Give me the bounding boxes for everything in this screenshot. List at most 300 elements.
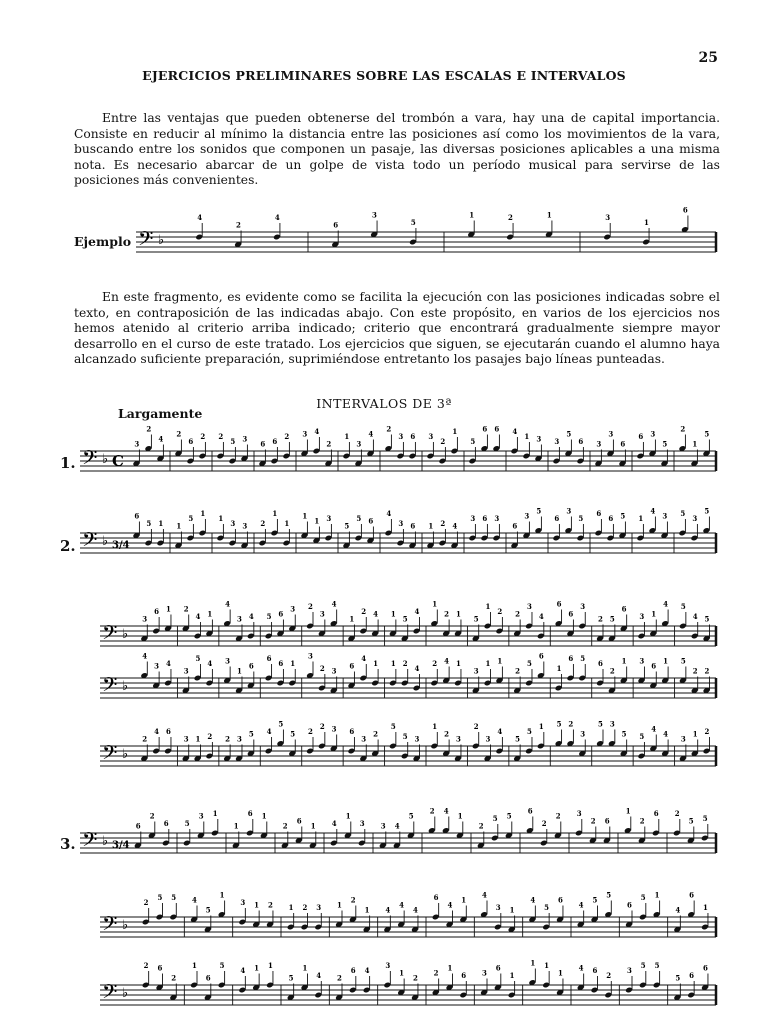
position-number: 6 <box>556 601 562 609</box>
position-number: 6 <box>368 516 374 526</box>
flat-icon: ♭ <box>122 627 129 642</box>
position-number: 5 <box>704 429 710 439</box>
position-number: 6 <box>350 966 356 975</box>
bass-clef-icon: 𝄢 <box>82 446 98 474</box>
position-number: 3 <box>236 614 242 624</box>
staff-2-cont-c <box>0 721 768 781</box>
section-title: INTERVALOS DE 3ª <box>316 396 452 411</box>
time-signature: C <box>112 452 124 470</box>
position-number: 1 <box>399 968 405 978</box>
position-number: 6 <box>154 607 159 616</box>
position-number: 6 <box>278 659 284 668</box>
position-number: 5 <box>654 961 660 970</box>
position-number: 1 <box>702 903 708 912</box>
position-number: 6 <box>592 966 598 975</box>
position-number: 2 <box>319 664 325 673</box>
position-number: 2 <box>473 722 479 731</box>
position-number: 5 <box>592 895 598 905</box>
position-number: 3 <box>316 903 322 912</box>
position-number: 3 <box>134 439 140 449</box>
position-number: 3 <box>319 609 325 619</box>
bass-clef-icon: 𝄢 <box>82 528 98 556</box>
position-number: 3 <box>662 511 668 521</box>
position-number: 3 <box>331 724 337 734</box>
position-number: 2 <box>308 727 313 736</box>
position-number: 5 <box>344 521 350 531</box>
position-number: 2 <box>267 900 273 910</box>
flat-icon: ♭ <box>122 747 129 762</box>
staff-example <box>0 207 768 267</box>
position-number: 3 <box>580 729 586 739</box>
position-number: 4 <box>240 966 246 975</box>
position-number: 2 <box>478 821 484 831</box>
position-number: 6 <box>433 893 439 902</box>
position-number: 5 <box>566 429 572 439</box>
position-number: 3 <box>240 898 246 907</box>
position-number: 1 <box>236 666 242 676</box>
position-number: 1 <box>158 519 164 528</box>
position-number: 2 <box>497 607 503 616</box>
position-number: 5 <box>704 508 710 516</box>
position-number: 6 <box>278 609 284 619</box>
position-number: 5 <box>473 614 479 624</box>
position-number: 1 <box>524 432 530 441</box>
position-number: 3 <box>485 734 491 744</box>
position-number: 5 <box>157 893 163 902</box>
position-number: 2 <box>319 722 325 731</box>
position-number: 1 <box>432 722 438 731</box>
position-number: 1 <box>644 218 649 227</box>
position-number: 5 <box>171 893 177 902</box>
position-number: 3 <box>361 734 367 744</box>
position-number: 2 <box>402 659 408 668</box>
position-number: 2 <box>590 816 596 826</box>
position-number: 4 <box>452 521 458 531</box>
position-number: 5 <box>410 218 416 227</box>
position-number: 5 <box>606 892 612 900</box>
position-number: 6 <box>682 207 688 215</box>
position-number: 1 <box>447 963 453 973</box>
position-number: 2 <box>260 519 266 528</box>
position-number: 4 <box>385 905 391 915</box>
position-number: 6 <box>596 509 602 518</box>
position-number: 1 <box>485 602 491 611</box>
position-number: 4 <box>443 808 449 816</box>
position-number: 2 <box>598 614 603 624</box>
position-number: 1 <box>455 659 461 668</box>
flat-icon: ♭ <box>122 679 129 694</box>
position-number: 2 <box>541 819 547 828</box>
position-number: 4 <box>650 508 656 516</box>
position-number: 1 <box>165 604 171 614</box>
position-number: 2 <box>308 602 313 611</box>
position-number: 1 <box>625 808 631 816</box>
position-number: 4 <box>414 607 420 616</box>
position-number: 5 <box>680 602 686 611</box>
position-number: 3 <box>494 514 500 523</box>
position-number: 6 <box>557 895 563 905</box>
staff-1 <box>0 426 768 486</box>
position-number: 4 <box>675 905 681 915</box>
position-number: 2 <box>508 213 513 222</box>
position-number: 3 <box>692 514 698 523</box>
position-number: 1 <box>497 656 503 666</box>
position-number: 5 <box>184 819 190 828</box>
position-number: 2 <box>236 220 241 230</box>
position-number: 4 <box>331 601 337 609</box>
position-number: 2 <box>433 968 439 978</box>
position-number: 4 <box>538 612 544 621</box>
position-number: 1 <box>692 729 698 739</box>
position-number: 6 <box>410 521 416 531</box>
position-number: 5 <box>702 814 708 823</box>
tempo-marking: Largamente <box>118 406 203 421</box>
position-number: 5 <box>621 729 627 739</box>
position-number: 2 <box>412 973 418 983</box>
position-number: 6 <box>608 514 614 523</box>
position-number: 3 <box>680 734 686 744</box>
position-number: 3 <box>580 602 586 611</box>
position-number: 6 <box>568 609 574 619</box>
position-number: 6 <box>135 821 141 831</box>
position-number: 5 <box>556 721 562 729</box>
position-number: 4 <box>412 905 418 915</box>
position-number: 6 <box>527 808 533 816</box>
position-number: 1 <box>192 961 197 970</box>
position-number: 3 <box>326 514 332 523</box>
position-number: 1 <box>461 895 467 905</box>
position-number: 3 <box>290 604 296 614</box>
position-number: 6 <box>598 659 603 668</box>
position-number: 1 <box>663 656 668 666</box>
position-number: 6 <box>604 816 610 826</box>
position-number: 5 <box>640 961 646 970</box>
position-number: 1 <box>538 722 544 731</box>
bass-clef-icon: 𝄢 <box>138 227 154 255</box>
position-number: 1 <box>651 609 657 619</box>
position-number: 6 <box>689 892 695 900</box>
position-number: 2 <box>674 809 680 818</box>
staff-2-cont-b <box>0 653 768 713</box>
position-number: 2 <box>143 961 149 970</box>
position-number: 5 <box>492 814 498 823</box>
example-label: Ejemplo <box>74 234 132 249</box>
position-number: 5 <box>680 656 686 666</box>
exercise-number-3: 3. <box>60 835 76 853</box>
flat-icon: ♭ <box>102 452 109 467</box>
position-number: 5 <box>639 732 645 741</box>
position-number: 5 <box>356 514 362 523</box>
bass-clef-icon: 𝄢 <box>102 621 118 649</box>
position-number: 2 <box>143 898 149 907</box>
position-number: 1 <box>373 659 378 668</box>
position-number: 3 <box>627 966 632 975</box>
position-number: 3 <box>428 432 434 441</box>
position-number: 6 <box>296 816 302 826</box>
position-number: 4 <box>394 821 400 831</box>
position-number: 4 <box>165 659 171 668</box>
position-number: 5 <box>402 614 408 624</box>
position-number: 5 <box>205 905 211 915</box>
position-number: 3 <box>495 903 501 912</box>
position-number: 1 <box>556 664 562 673</box>
exercise-number-2: 2. <box>60 537 76 555</box>
position-number: 2 <box>432 659 438 668</box>
position-number: 1 <box>337 900 342 910</box>
position-number: 1 <box>310 821 316 831</box>
position-number: 4 <box>444 656 449 666</box>
position-number: 6 <box>165 727 171 736</box>
position-number: 2 <box>337 973 342 983</box>
bass-clef-icon: 𝄢 <box>102 912 118 940</box>
position-number: 6 <box>410 432 416 441</box>
position-number: 5 <box>230 437 236 446</box>
position-number: 4 <box>578 900 584 910</box>
position-number: 3 <box>576 809 582 818</box>
position-number: 5 <box>609 614 615 624</box>
position-number: 1 <box>546 210 552 220</box>
bass-clef-icon: 𝄢 <box>82 828 98 856</box>
position-number: 3 <box>385 961 391 970</box>
position-number: 4 <box>692 612 698 621</box>
position-number: 1 <box>267 961 273 970</box>
bass-clef-icon: 𝄢 <box>102 741 118 769</box>
position-number: 5 <box>188 514 194 523</box>
position-number: 6 <box>188 437 194 446</box>
explanation-paragraph: En este fragmento, es evidente como se facilita la ejecución con las posiciones indicadas sobre el texto, en contraposición de las indicadas abajo. Con este propósito, en varios de los ejercicios nos hemos atenido al criterio arriba indicado; criterio que encontrará gradualmente siempre mayor desarrollo en el curso de este tratado. Los ejercicios que siguen, se ejecutarán cuando el alumno haya alcanzado suficiente preparación, suprimiéndose entretanto los pasajes bajo líneas punteadas. <box>74 290 720 367</box>
position-number: 6 <box>461 971 467 980</box>
position-number: 5 <box>278 721 284 729</box>
position-number: 5 <box>290 729 296 739</box>
position-number: 5 <box>506 811 512 821</box>
position-number: 1 <box>638 514 644 523</box>
position-number: 2 <box>692 666 698 676</box>
staff-3-cont-a <box>0 892 768 952</box>
position-number: 1 <box>452 427 458 436</box>
bass-clef-icon: 𝄢 <box>102 980 118 1008</box>
position-number: 4 <box>192 895 197 905</box>
position-number: 2 <box>207 732 213 741</box>
position-number: 2 <box>200 432 206 441</box>
position-number: 1 <box>254 900 260 910</box>
position-number: 5 <box>578 514 584 523</box>
position-number: 2 <box>704 666 710 676</box>
exercise-number-1: 1. <box>60 454 76 472</box>
position-number: 2 <box>361 607 367 616</box>
position-number: 4 <box>368 429 374 439</box>
position-number: 3 <box>380 821 386 831</box>
position-number: 5 <box>526 727 532 736</box>
position-number: 6 <box>512 521 518 531</box>
position-number: 3 <box>482 968 487 978</box>
position-number: 3 <box>198 811 204 821</box>
intro-paragraph: Entre las ventajas que pueden obtenerse del trombón a vara, hay una de capital importancia. Consiste en reducir al mínimo la distancia entre las posiciones así como los movimientos de la vara, buscando entre los sonidos que componen un pasaje, las diversas posiciones aplicables a una misma nota. Es necesario abarcar de un golpe de vista todo un período musical para servirse de las posiciones más convenientes. <box>74 111 720 188</box>
flat-icon: ♭ <box>102 534 109 549</box>
flat-icon: ♭ <box>122 986 129 1001</box>
position-number: 4 <box>530 895 536 905</box>
position-number: 5 <box>580 654 586 663</box>
position-number: 1 <box>364 905 370 915</box>
position-number: 5 <box>390 722 396 731</box>
position-number: 2 <box>183 604 189 614</box>
position-number: 6 <box>578 437 584 446</box>
position-number: 5 <box>248 729 254 739</box>
position-number: 6 <box>651 661 657 671</box>
position-number: 6 <box>621 604 627 614</box>
time-signature: 3/4 <box>112 840 130 851</box>
position-number: 3 <box>142 614 148 624</box>
position-number: 6 <box>333 220 339 230</box>
position-number: 6 <box>554 514 560 523</box>
position-number: 2 <box>515 609 521 619</box>
position-number: 1 <box>349 614 355 624</box>
position-number: 1 <box>455 609 461 619</box>
position-number: 1 <box>692 439 698 449</box>
position-number: 3 <box>398 432 404 441</box>
bass-clef-icon: 𝄢 <box>102 673 118 701</box>
position-number: 6 <box>702 963 708 973</box>
position-number: 2 <box>515 666 521 676</box>
position-number: 4 <box>361 654 367 663</box>
position-number: 1 <box>530 960 536 968</box>
position-number: 1 <box>654 892 660 900</box>
position-number: 1 <box>432 601 438 609</box>
position-number: 2 <box>350 895 356 905</box>
position-number: 1 <box>261 811 267 821</box>
position-number: 5 <box>402 732 408 741</box>
position-number: 3 <box>372 210 377 220</box>
staff-3-cont-b <box>0 960 768 1020</box>
staff-2-cont-a <box>0 601 768 661</box>
position-number: 6 <box>568 654 574 663</box>
position-number: 3 <box>639 656 645 666</box>
position-number: 3 <box>225 656 231 666</box>
position-number: 2 <box>176 429 182 439</box>
position-number: 4 <box>373 609 378 619</box>
time-signature: 3/4 <box>112 540 130 551</box>
position-number: 6 <box>205 973 211 983</box>
position-number: 2 <box>444 609 449 619</box>
position-number: 4 <box>266 727 272 736</box>
position-number: 1 <box>207 609 213 619</box>
position-number: 1 <box>485 659 491 668</box>
position-number: 1 <box>218 514 224 523</box>
position-number: 3 <box>308 653 313 661</box>
position-number: 4 <box>663 601 668 609</box>
position-number: 1 <box>200 509 206 518</box>
position-number: 5 <box>146 519 152 528</box>
position-number: 6 <box>266 654 272 663</box>
position-number: 1 <box>345 811 351 821</box>
position-number: 3 <box>608 429 614 439</box>
position-number: 4 <box>497 727 503 736</box>
position-number: 5 <box>688 816 694 826</box>
position-number: 5 <box>675 973 681 983</box>
position-number: 2 <box>225 734 231 744</box>
position-number: 6 <box>163 819 169 828</box>
position-number: 1 <box>302 511 308 521</box>
position-number: 6 <box>247 809 253 818</box>
position-number: 2 <box>440 519 446 528</box>
position-number: 3 <box>524 511 530 521</box>
position-number: 6 <box>482 426 488 434</box>
position-number: 2 <box>680 426 686 434</box>
position-number: 4 <box>195 612 201 621</box>
position-number: 5 <box>219 961 225 970</box>
position-number: 4 <box>386 509 392 518</box>
position-number: 2 <box>282 821 288 831</box>
position-number: 3 <box>605 213 611 222</box>
position-number: 2 <box>149 811 155 821</box>
position-number: 3 <box>183 734 189 744</box>
position-number: 3 <box>242 521 248 531</box>
position-number: 3 <box>473 666 479 676</box>
position-number: 3 <box>639 612 645 621</box>
position-number: 2 <box>302 903 308 912</box>
position-number: 4 <box>197 213 203 222</box>
position-number: 3 <box>356 439 362 449</box>
position-number: 6 <box>627 900 632 910</box>
position-number: 6 <box>495 963 501 973</box>
position-number: 2 <box>609 666 615 676</box>
position-number: 2 <box>373 729 378 739</box>
position-number: 1 <box>284 519 290 528</box>
position-number: 2 <box>444 729 449 739</box>
position-number: 3 <box>470 514 476 523</box>
position-number: 2 <box>218 432 224 441</box>
position-number: 1 <box>314 516 320 526</box>
position-number: 5 <box>680 509 686 518</box>
position-number: 6 <box>638 432 644 441</box>
position-number: 6 <box>620 439 626 449</box>
position-number: 2 <box>555 811 561 821</box>
flat-icon: ♭ <box>158 233 165 248</box>
position-number: 3 <box>650 429 656 439</box>
position-number: 1 <box>176 521 182 531</box>
position-number: 2 <box>146 426 152 434</box>
position-number: 4 <box>248 612 254 621</box>
position-number: 5 <box>515 734 521 744</box>
position-number: 5 <box>640 893 646 902</box>
position-number: 6 <box>689 971 695 980</box>
position-number: 1 <box>344 432 350 441</box>
position-number: 6 <box>538 653 544 661</box>
position-number: 2 <box>284 432 290 441</box>
position-number: 4 <box>414 664 420 673</box>
position-number: 1 <box>254 963 260 973</box>
flat-icon: ♭ <box>102 834 109 849</box>
position-number: 4 <box>447 900 453 910</box>
position-number: 1 <box>302 963 308 973</box>
position-number: 4 <box>316 971 322 980</box>
position-number: 1 <box>212 809 218 818</box>
position-number: 5 <box>662 439 668 449</box>
position-number: 1 <box>195 734 201 744</box>
position-number: 6 <box>157 963 163 973</box>
position-number: 5 <box>620 511 626 521</box>
position-number: 2 <box>142 734 148 744</box>
position-number: 2 <box>704 727 710 736</box>
position-number: 1 <box>621 656 627 666</box>
position-number: 3 <box>526 602 532 611</box>
position-number: 4 <box>512 427 518 436</box>
position-number: 1 <box>390 609 396 619</box>
position-number: 3 <box>609 721 615 729</box>
staff-2 <box>0 508 768 568</box>
position-number: 4 <box>482 892 487 900</box>
position-number: 2 <box>429 808 435 816</box>
page-heading: EJERCICIOS PRELIMINARES SOBRE LAS ESCALAS E INTERVALOS <box>142 68 626 83</box>
